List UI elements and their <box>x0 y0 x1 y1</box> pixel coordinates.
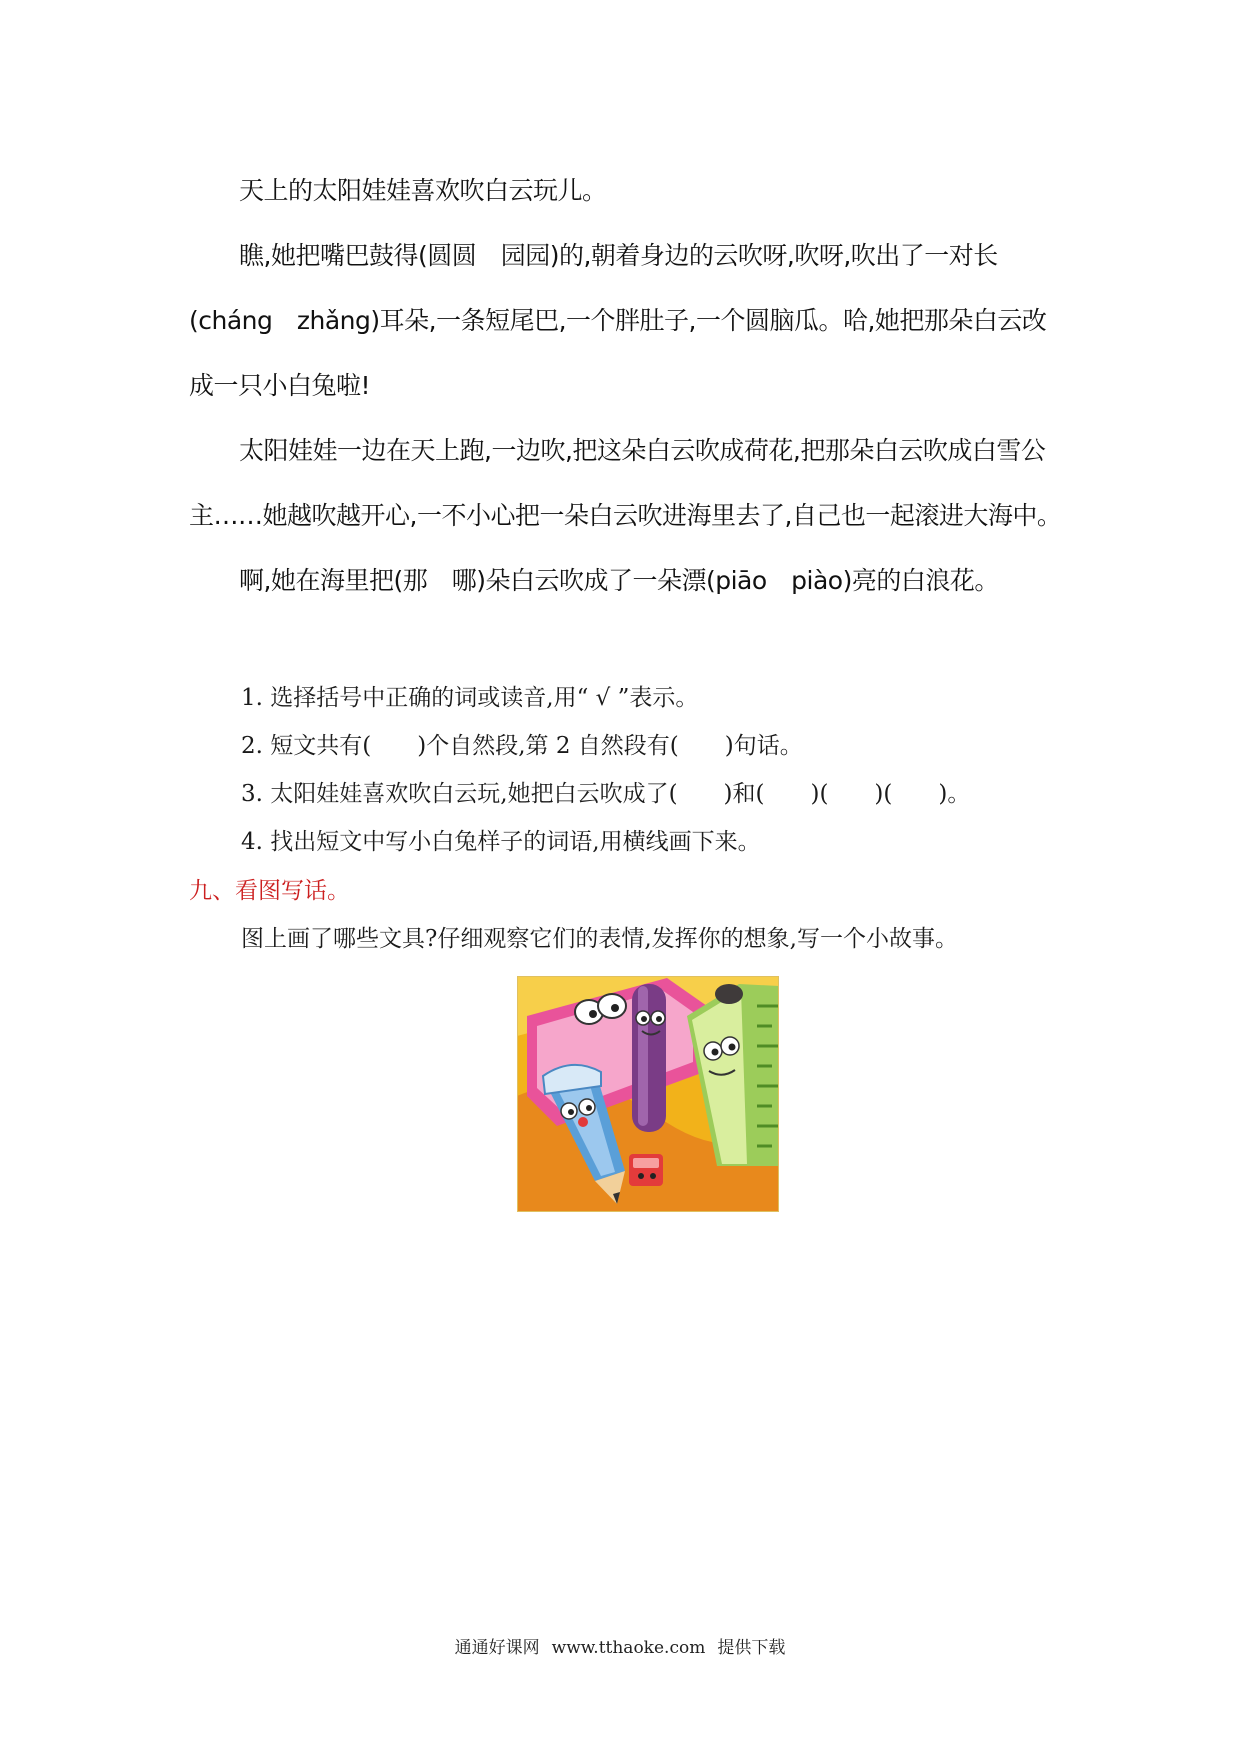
question-3: 3. 太阳娃娃喜欢吹白云玩,她把白云吹成了( )和( )( )( )。 <box>241 781 971 807</box>
passage-paragraph-1: 天上的太阳娃娃喜欢吹白云玩儿。 <box>239 176 607 205</box>
section-title: 九、看图写话。 <box>189 878 350 904</box>
reading-passage <box>189 158 1069 613</box>
stationery-cartoon-icon <box>517 976 779 1212</box>
passage-paragraph-4: 啊,她在海里把(那 哪)朵白云吹成了一朵漂(piāo piào)亮的白浪花。 <box>239 566 999 595</box>
question-2: 2. 短文共有( )个自然段,第 2 自然段有( )句话。 <box>241 733 803 759</box>
stationery-illustration <box>517 976 779 1212</box>
question-1: 1. 选择括号中正确的词或读音,用“ √ ”表示。 <box>241 685 699 711</box>
passage-paragraph-2: 瞧,她把嘴巴鼓得(圆圆 园园)的,朝着身边的云吹呀,吹呀,吹出了一对长(cháng zhǎng)耳朵,一条短尾巴,一个胖肚子,一个圆脑瓜。哈,她把那朵白云改成一只小白兔啦! <box>189 241 1047 400</box>
question-4: 4. 找出短文中写小白兔样子的词语,用横线画下来。 <box>241 829 761 855</box>
section-instruction: 图上画了哪些文具?仔细观察它们的表情,发挥你的想象,写一个小故事。 <box>241 926 958 952</box>
footer-site-name: 通通好课网 <box>454 1638 540 1658</box>
passage-paragraph-3: 太阳娃娃一边在天上跑,一边吹,把这朵白云吹成荷花,把那朵白云吹成白雪公主……她越吹越开心,一不小心把一朵白云吹进海里去了,自己也一起滚进大海中。 <box>189 436 1062 530</box>
page-footer <box>0 1633 1240 1658</box>
footer-tagline: 提供下载 <box>717 1638 786 1658</box>
footer-url[interactable]: www.tthaoke.com <box>551 1638 706 1658</box>
